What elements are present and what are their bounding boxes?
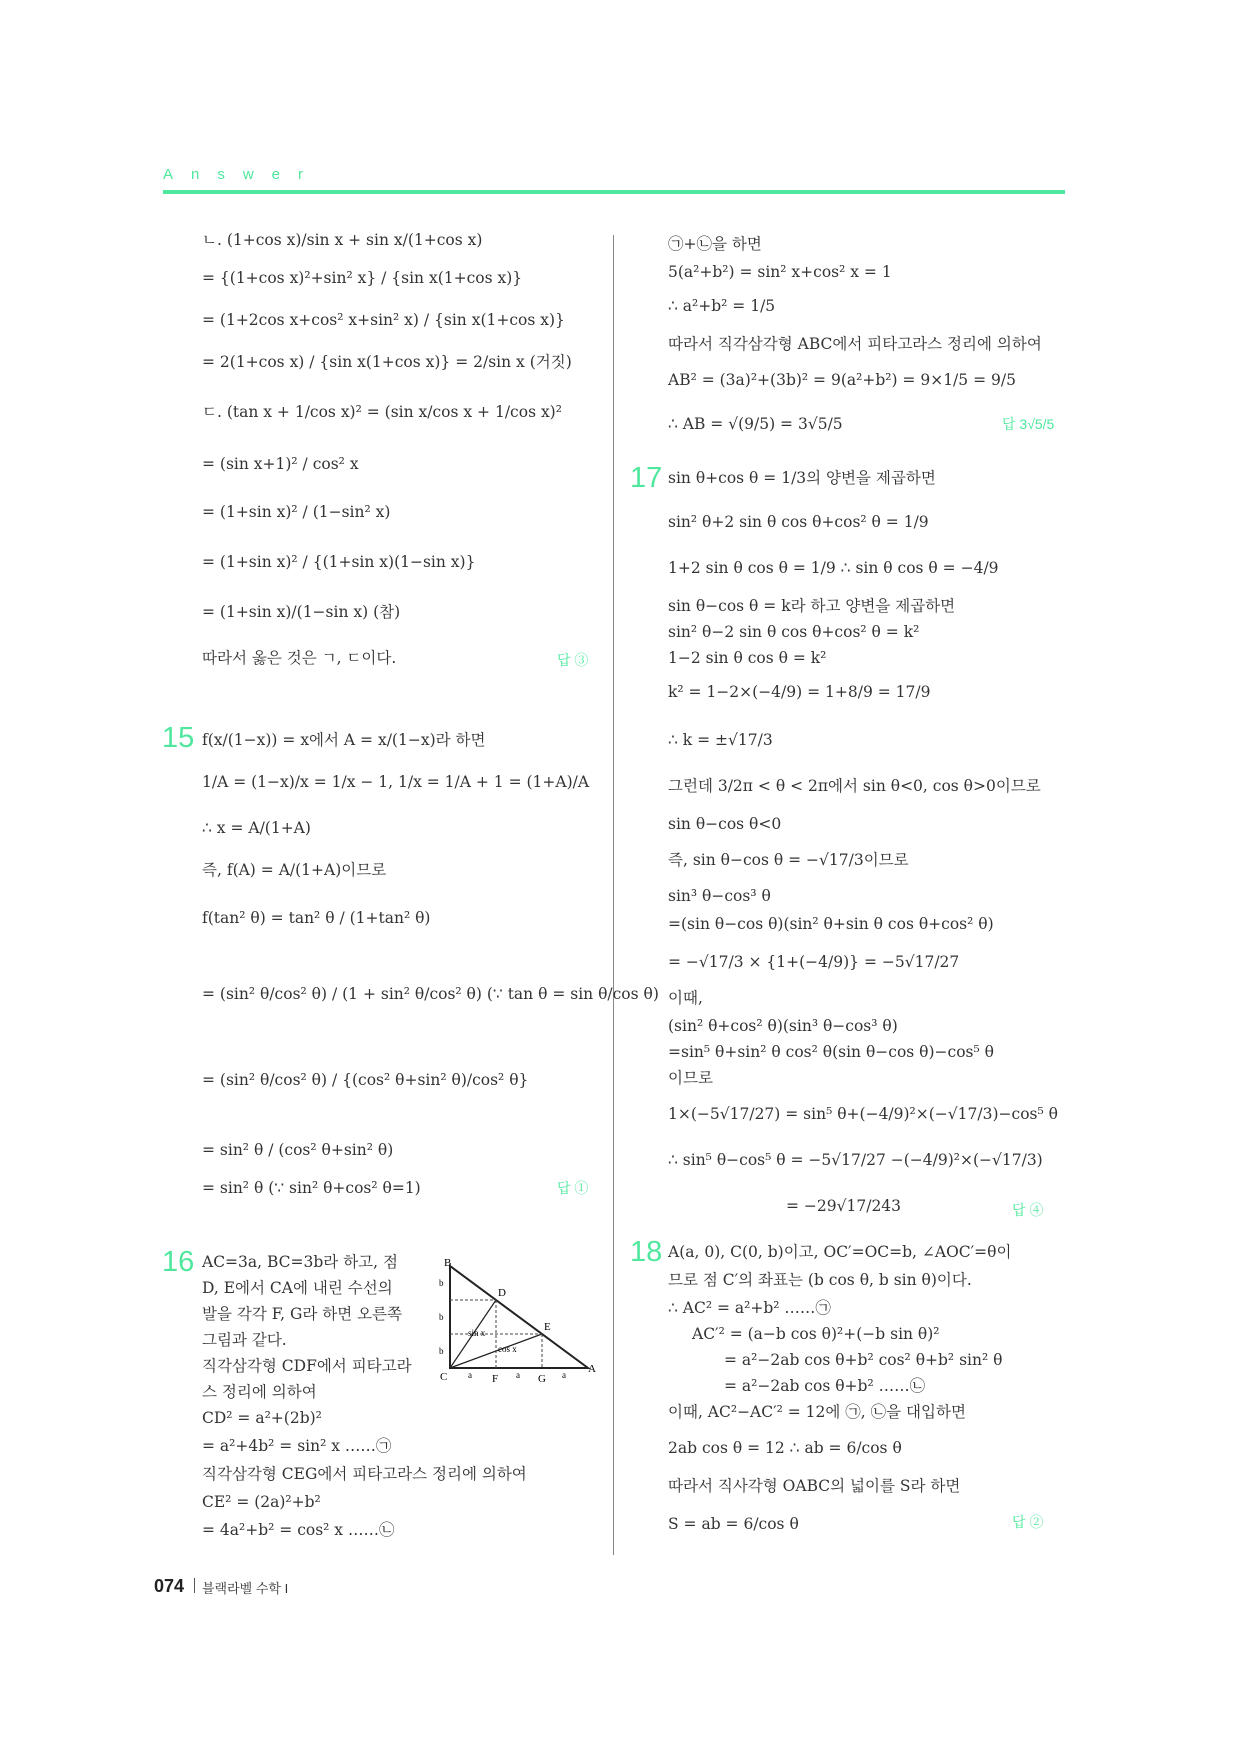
label-b3: b: [439, 1346, 444, 1356]
header-rule: [163, 190, 1065, 194]
prob15-line: = sin² θ (∵ sin² θ+cos² θ=1): [202, 1179, 421, 1197]
label-sin-x: sin x: [468, 1328, 486, 1338]
prob17-line: 이때,: [668, 989, 703, 1007]
prob17-line: ∴ sin⁵ θ−cos⁵ θ = −5√17/27 −(−4/9)²×(−√17/3): [668, 1151, 1043, 1169]
prob17-line: 1−2 sin θ cos θ = k²: [668, 649, 827, 667]
prob15-answer: 답 ①: [557, 1180, 589, 1196]
prob17-line: =sin⁵ θ+sin² θ cos² θ(sin θ−cos θ)−cos⁵ θ: [668, 1043, 994, 1061]
prob17-line: sin³ θ−cos³ θ: [668, 887, 771, 905]
prob18-line: 따라서 직사각형 OABC의 넓이를 S라 하면: [668, 1477, 961, 1495]
problem-number-18: 18: [630, 1236, 663, 1268]
prob18-line: S = ab = 6/cos θ: [668, 1515, 799, 1533]
prob14-line: ㄴ. (1+cos x)/sin x + sin x/(1+cos x): [202, 231, 483, 249]
prob14-line: = (sin x+1)² / cos² x: [202, 455, 359, 473]
problem-number-17: 17: [630, 462, 663, 494]
label-b2: b: [439, 1312, 444, 1322]
problem-number-16: 16: [162, 1246, 195, 1278]
triangle-figure: [438, 1258, 598, 1388]
prob14-answer: 답 ③: [557, 652, 589, 668]
prob16-answer: 답 3√5/5: [1002, 416, 1055, 432]
prob16-line: D, E에서 CA에 내린 수선의: [202, 1279, 393, 1297]
prob14-line: = {(1+cos x)²+sin² x} / {sin x(1+cos x)}: [202, 269, 523, 287]
label-a1: a: [468, 1370, 472, 1380]
prob15-line: = sin² θ / (cos² θ+sin² θ): [202, 1141, 394, 1159]
prob17-line: sin² θ−2 sin θ cos θ+cos² θ = k²: [668, 623, 920, 641]
prob18-line: = a²−2ab cos θ+b² ……㉡: [724, 1377, 926, 1395]
page-number: 074: [154, 1576, 185, 1596]
footer-separator: [194, 1578, 195, 1593]
prob16-cont-line: ∴ AB = √(9/5) = 3√5/5: [668, 415, 843, 433]
prob17-line: (sin² θ+cos² θ)(sin³ θ−cos³ θ): [668, 1017, 898, 1035]
column-divider: [613, 235, 614, 1555]
prob17-line: 이므로: [668, 1069, 713, 1087]
prob16-line: 직각삼각형 CEG에서 피타고라스 정리에 의하여: [202, 1465, 527, 1483]
prob17-line: ∴ k = ±√17/3: [668, 731, 773, 749]
label-a3: a: [562, 1370, 566, 1380]
prob14-line: = (1+sin x)/(1−sin x) (참): [202, 603, 401, 621]
problem-number-15: 15: [162, 722, 195, 754]
prob17-answer: 답 ④: [1012, 1202, 1044, 1218]
prob16-line: 직각삼각형 CDF에서 피타고라: [202, 1357, 412, 1375]
prob17-line: = −29√17/243: [786, 1197, 902, 1215]
prob18-line: 2ab cos θ = 12 ∴ ab = 6/cos θ: [668, 1439, 902, 1457]
prob17-line: 즉, sin θ−cos θ = −√17/3이므로: [668, 851, 909, 869]
prob14-line: = (1+2cos x+cos² x+sin² x) / {sin x(1+cos x)}: [202, 311, 565, 329]
label-a2: a: [516, 1370, 520, 1380]
prob14-line: ㄷ. (tan x + 1/cos x)² = (sin x/cos x + 1/cos x)²: [202, 403, 562, 421]
prob18-line: AC′² = (a−b cos θ)²+(−b sin θ)²: [692, 1325, 940, 1343]
prob14-line: = (1+sin x)² / {(1+sin x)(1−sin x)}: [202, 553, 476, 571]
prob15-line: 즉, f(A) = A/(1+A)이므로: [202, 861, 387, 879]
prob18-line: A(a, 0), C(0, b)이고, OC′=OC=b, ∠AOC′=θ이: [668, 1243, 1012, 1261]
book-title: 블랙라벨 수학 I: [202, 1581, 289, 1596]
prob14-line: = (1+sin x)² / (1−sin² x): [202, 503, 391, 521]
prob16-line: CD² = a²+(2b)²: [202, 1409, 322, 1427]
prob16-line: 그림과 같다.: [202, 1331, 287, 1349]
prob18-answer: 답 ②: [1012, 1514, 1044, 1530]
label-a: A: [588, 1363, 596, 1375]
prob16-line: 발을 각각 F, G라 하면 오른쪽: [202, 1305, 403, 1323]
prob15-line: f(tan² θ) = tan² θ / (1+tan² θ): [202, 909, 431, 927]
prob17-line: = −√17/3 × {1+(−4/9)} = −5√17/27: [668, 953, 960, 971]
prob17-line: k² = 1−2×(−4/9) = 1+8/9 = 17/9: [668, 683, 931, 701]
prob18-line: ∴ AC² = a²+b² ……㉠: [668, 1299, 831, 1317]
label-cos-x: cos x: [498, 1344, 517, 1354]
prob17-line: 그런데 3/2π < θ < 2π에서 sin θ<0, cos θ>0이므로: [668, 777, 1041, 795]
prob16-line: CE² = (2a)²+b²: [202, 1493, 321, 1511]
label-e: E: [544, 1321, 551, 1333]
label-b1: b: [439, 1278, 444, 1288]
prob18-line: = a²−2ab cos θ+b² cos² θ+b² sin² θ: [724, 1351, 1003, 1369]
prob15-line: = (sin² θ/cos² θ) / {(cos² θ+sin² θ)/cos² θ}: [202, 1071, 529, 1089]
label-f: F: [492, 1373, 499, 1385]
label-g: G: [538, 1373, 546, 1385]
prob17-line: sin θ−cos θ<0: [668, 815, 782, 833]
prob15-line: ∴ x = A/(1+A): [202, 819, 311, 837]
prob15-line: f(x/(1−x)) = x에서 A = x/(1−x)라 하면: [202, 731, 486, 749]
prob17-line: 1+2 sin θ cos θ = 1/9 ∴ sin θ cos θ = −4/9: [668, 559, 999, 577]
prob16-line: AC=3a, BC=3b라 하고, 점: [202, 1253, 398, 1271]
prob18-line: 이때, AC²−AC′² = 12에 ㉠, ㉡을 대입하면: [668, 1403, 966, 1421]
label-b: B: [444, 1258, 452, 1269]
triangle-abc: [450, 1266, 588, 1368]
prob16-cont-line: 따라서 직각삼각형 ABC에서 피타고라스 정리에 의하여: [668, 335, 1042, 353]
label-d: D: [498, 1287, 506, 1299]
section-label: Answer: [163, 166, 322, 183]
prob18-line: 므로 점 C′의 좌표는 (b cos θ, b sin θ)이다.: [668, 1271, 972, 1289]
prob16-line: = 4a²+b² = cos² x ……㉡: [202, 1521, 395, 1539]
prob16-cont-line: ㉠+㉡을 하면: [668, 235, 762, 253]
label-c: C: [440, 1371, 448, 1383]
prob17-line: 1×(−5√17/27) = sin⁵ θ+(−4/9)²×(−√17/3)−cos⁵ θ: [668, 1105, 1058, 1123]
prob16-cont-line: AB² = (3a)²+(3b)² = 9(a²+b²) = 9×1/5 = 9/5: [668, 371, 1016, 389]
prob16-cont-line: 5(a²+b²) = sin² x+cos² x = 1: [668, 263, 892, 281]
prob16-line: = a²+4b² = sin² x ……㉠: [202, 1437, 392, 1455]
prob17-line: sin θ+cos θ = 1/3의 양변을 제곱하면: [668, 469, 936, 487]
prob17-line: =(sin θ−cos θ)(sin² θ+sin θ cos θ+cos² θ): [668, 915, 994, 933]
prob17-line: sin² θ+2 sin θ cos θ+cos² θ = 1/9: [668, 513, 929, 531]
prob14-conclusion: 따라서 옳은 것은 ㄱ, ㄷ이다.: [202, 649, 397, 667]
prob16-line: 스 정리에 의하여: [202, 1383, 317, 1401]
prob17-line: sin θ−cos θ = k라 하고 양변을 제곱하면: [668, 597, 956, 615]
prob14-line: = 2(1+cos x) / {sin x(1+cos x)} = 2/sin x (거짓): [202, 353, 572, 371]
prob16-cont-line: ∴ a²+b² = 1/5: [668, 297, 776, 315]
prob15-line: = (sin² θ/cos² θ) / (1 + sin² θ/cos² θ) (∵ tan θ = sin θ/cos θ): [202, 985, 659, 1003]
prob15-line: 1/A = (1−x)/x = 1/x − 1, 1/x = 1/A + 1 = (1+A)/A: [202, 773, 590, 791]
